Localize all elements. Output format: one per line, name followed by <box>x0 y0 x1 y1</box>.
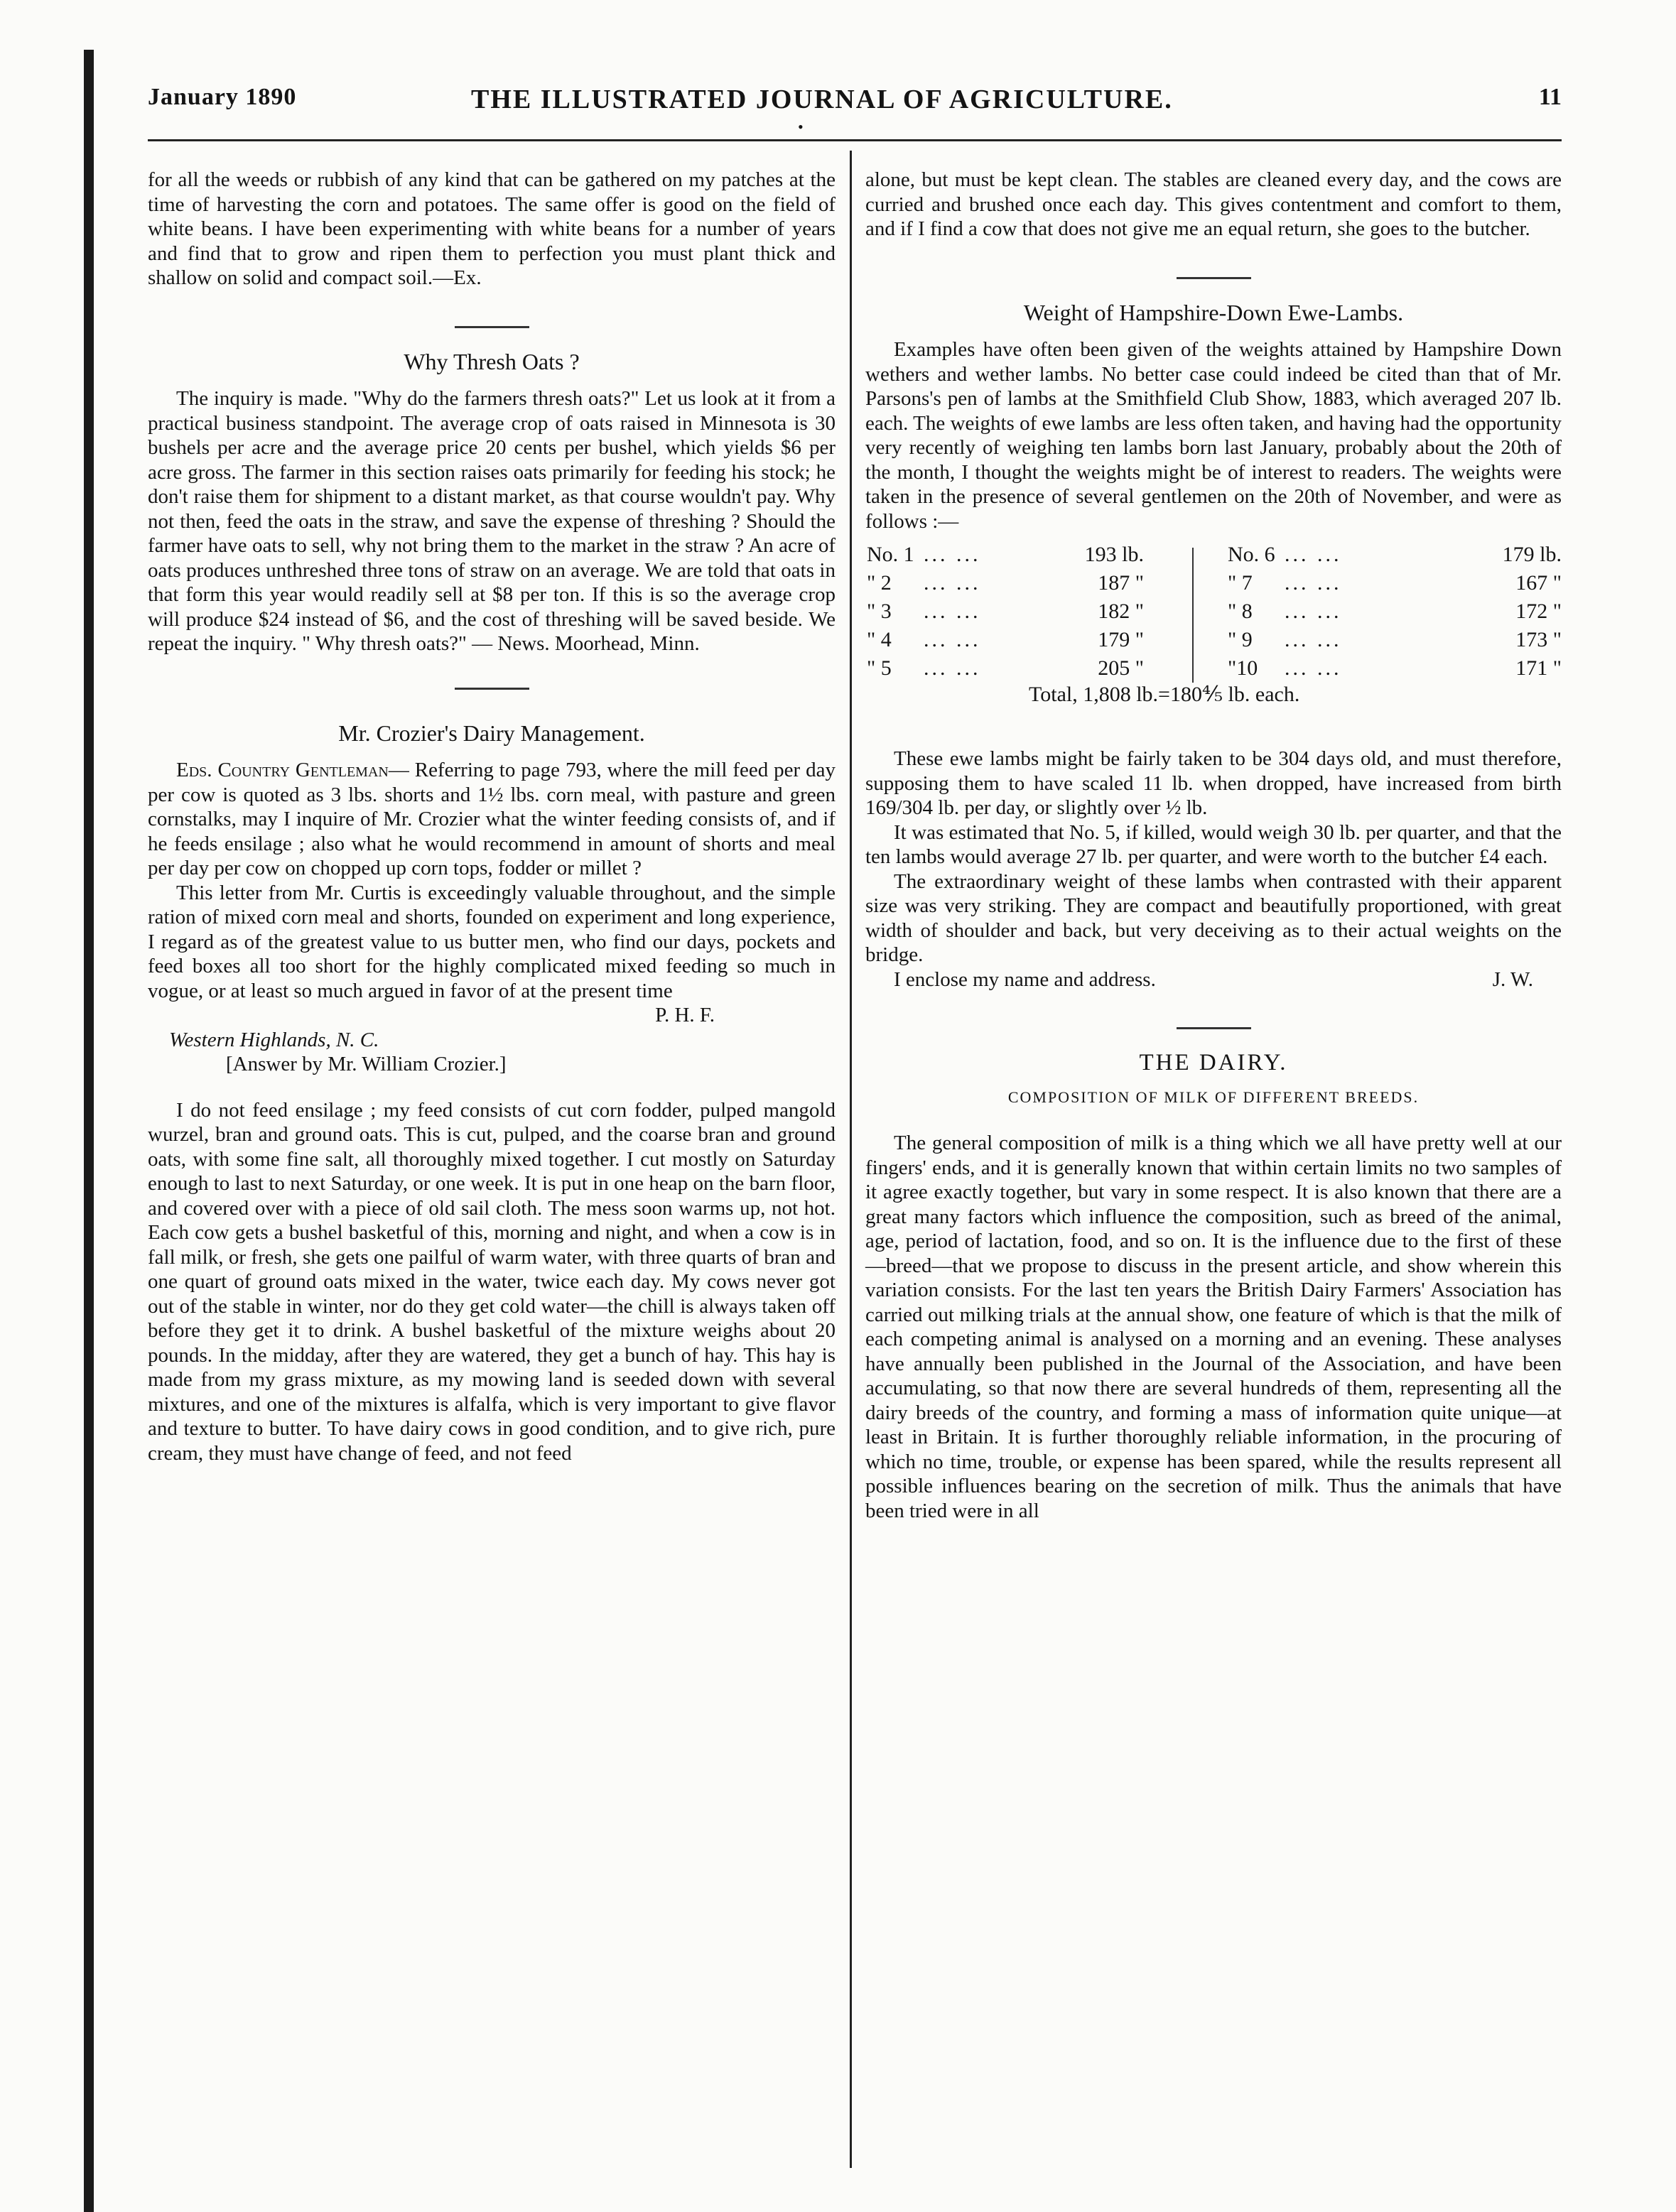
header-dot: • <box>798 118 804 136</box>
weight-row: " 5 ... ... 205 " <box>867 656 1144 680</box>
lambs-body-4: The extraordinary weight of these lambs when contrasted with their apparent size was very striking. They are compact and beautifully proportioned, with great width of shoulder and back, but very deceiving as to their actual weights on the bridge. <box>865 869 1562 966</box>
weight-row: " 2 ... ... 187 " <box>867 571 1144 595</box>
weight-row: " 7 ... ... 167 " <box>1228 571 1562 595</box>
weights-total: Total, 1,808 lb.=180⅘ lb. each. <box>1029 683 1300 706</box>
header-rule <box>148 139 1562 141</box>
weights-right-column <box>1228 541 1562 683</box>
letter-signature-row <box>148 1003 836 1028</box>
weight-row: " 3 ... ... 182 " <box>867 600 1144 623</box>
letter-opening: Eds. Country Gentleman <box>176 759 389 781</box>
continued-paragraph-right: alone, but must be kept clean. The stables are cleaned every day, and the cows are curried and brushed once each day. This gives contentment and comfort to them, and if I find a cow that does not give me an equal return, she goes to the butcher. <box>865 168 1562 240</box>
answer-body: I do not feed ensilage ; my feed consists of cut corn fodder, pulped mangold wurzel, bran and ground oats. This is cut, pulped, and the coarse bran and ground oats, with some fine salt, all thoroughly mixed together. I cut mostly on Saturday enough to last to next Saturday, or one week. It is put in one heap on the barn floor, and covered over with a piece of old sail cloth. The mess soon warms up, not hot. Each cow gets a bushel basketful of this, morning and night, and when a cow is in fall milk, or fresh, she gets one pailful of warm water, with three quarts of bran and one quart of ground oats mixed in the water, twice each day. My cows never got out of the stable in winter, nor do they get cold water—the chill is always taken off before they get it to drink. A bushel basketful of the mixture weighs about 20 pounds. In the midday, after they are watered, they get a bunch of hay. This hay is made from my grass mixture, as my mowing land is seeded down with several mixtures, and one of the mixtures is alfalfa, which is very important to give flavor and texture to butter. To have dairy cows in good condition, and to give rich, pure cream, they must have change of feed, and not feed <box>148 1098 836 1465</box>
article-title-oats: Why Thresh Oats ? <box>404 348 580 374</box>
letter-body-2: This letter from Mr. Curtis is exceedingly valuable throughout, and the simple ration of mixed corn meal and shorts, founded on experiment and long experience, I regard as of the greatest value to us butter men, who find our days, pockets and feed boxes all too short for the highly complicated mixed feeding so much in vogue, or at least so much argued in favor of at the present time <box>148 881 836 1002</box>
left-column <box>148 168 836 1465</box>
journal-title: THE ILLUSTRATED JOURNAL OF AGRICULTURE. <box>471 85 1173 114</box>
answer-attribution: [Answer by Mr. William Crozier.] <box>226 1053 507 1075</box>
weight-row: No. 6 ... ... 179 lb. <box>1228 543 1562 566</box>
weight-row: " 8 ... ... 172 " <box>1228 600 1562 623</box>
page-number: 11 <box>1538 84 1562 110</box>
section-subtitle-milk: COMPOSITION OF MILK OF DIFFERENT BREEDS. <box>1007 1088 1420 1106</box>
weights-table-divider <box>1192 548 1194 683</box>
closing-row <box>865 967 1562 992</box>
issue-date: January 1890 <box>148 84 297 110</box>
weight-row: "10 ... ... 171 " <box>1228 656 1562 680</box>
dairy-body: The general composition of milk is a thing which we all have pretty well at our fingers' ends, and it is generally known that within certain limits no two samples of it agree exactly together, but vary in some respect. It is also known that there are a great many factors which influence the composition, such as breed of the animal, age, period of lactation, food, and so on. It is the influence due to the first of these—breed—that we propose to discuss in the present article, and show wherein this variation consists. For the last ten years the British Dairy Farmers' Association has carried out milking trials at the annual show, one feature of which is that the milk of each competing animal is analysed on a morning and an evening. These analyses have annually been published in the Journal of the Association, and have been accumulating, so that now there are several hundreds of them, representing all the dairy breeds of the country, and forming a mass of information quite unique—at least in Britain. It is further thoroughly reliable information, in the procuring of which no time, trouble, or expense has been spared, while the results represent all possible influences bearing on the secretion of milk. Thus the animals that have been tried were in all <box>865 1132 1562 1522</box>
page-header <box>148 84 1562 136</box>
column-divider <box>850 151 852 2168</box>
lambs-signature: J. W. <box>1492 967 1533 991</box>
letter-place: Western Highlands, N. C. <box>169 1028 379 1051</box>
article-title-crozier: Mr. Crozier's Dairy Management. <box>338 720 645 746</box>
closing-line: I enclose my name and address. <box>894 967 1156 991</box>
section-title-dairy: THE DAIRY. <box>1139 1050 1288 1075</box>
lambs-body-3: It was estimated that No. 5, if killed, would weigh 30 lb. per quarter, and that the ten lambs would average 27 lb. per quarter, and were worth to the butcher £4 each. <box>865 820 1562 868</box>
weight-row: " 9 ... ... 173 " <box>1228 628 1562 651</box>
weight-row: No. 1 ... ... 193 lb. <box>867 543 1144 566</box>
page-binding-edge <box>84 50 94 2212</box>
letter-signature: P. H. F. <box>655 1004 715 1026</box>
weight-row: " 4 ... ... 179 " <box>867 628 1144 651</box>
continued-paragraph: for all the weeds or rubbish of any kind that can be gathered on my patches at the time of harvesting the corn and potatoes. The same offer is good on the field of white beans. I have been experimenting with white beans for a number of years and find that to grow and ripen them to perfection you must plant thick and shallow on solid and compact soil.—Ex. <box>148 168 836 289</box>
article-title-lambs: Weight of Hampshire-Down Ewe-Lambs. <box>1023 299 1404 325</box>
weights-left-column <box>867 541 1144 683</box>
letter-body: — Referring to page 793, where the mill feed per day per cow is quoted as 3 lbs. shorts and 1½ lbs. corn meal, with pasture and green cornstalks, may I inquire of Mr. Crozier what the winter feeding consists of, and if he feeds ensilage ; also what he would recommend in amount of shorts and meal per day per cow on chopped up corn tops, fodder or millet ? <box>148 759 836 879</box>
right-column <box>865 168 1562 1523</box>
lambs-body-2: These ewe lambs might be fairly taken to be 304 days old, and must therefore, supposing them to have scaled 11 lb. when dropped, have increased from birth 169/304 lb. per day, or slightly over ½ lb. <box>865 747 1562 819</box>
letter-paragraph <box>148 758 836 881</box>
weights-table <box>865 541 1562 725</box>
article-body-oats: The inquiry is made. "Why do the farmers thresh oats?" Let us look at it from a practical business standpoint. The average crop of oats raised in Minnesota is 30 bushels per acre and the average price 20 cents per bushel, which yields $6 per acre gross. The farmer in this section raises oats primarily for feeding his stock; he don't raise them for shipment to a distant market, as that course wouldn't pay. Why not then, feed the oats in the straw, and save the expense of threshing ? Should the farmer have oats to sell, why not bring them to the market in the straw ? An acre of oats produces unthreshed three tons of straw on an average. We are told that oats in that form this year would readily sell at $8 per ton. If this is so the average crop will produce $24 instead of $6, and the cost of threshing will be saved beside. We repeat the inquiry. " Why thresh oats?" — News. Moorhead, Minn. <box>148 387 836 655</box>
lambs-body-1: Examples have often been given of the weights attained by Hampshire Down wethers and wether lambs. No better case could indeed be cited than that of Mr. Parsons's pen of lambs at the Smithfield Club Show, 1883, which averaged 207 lb. each. The weights of ewe lambs are less often taken, and having had the opportunity very recently of weighing ten lambs born last January, probably about the 20th of the month, I thought the weights might be of interest to readers. The weights were taken in the presence of several gentlemen on the 20th of November, and were as follows :— <box>865 338 1562 533</box>
